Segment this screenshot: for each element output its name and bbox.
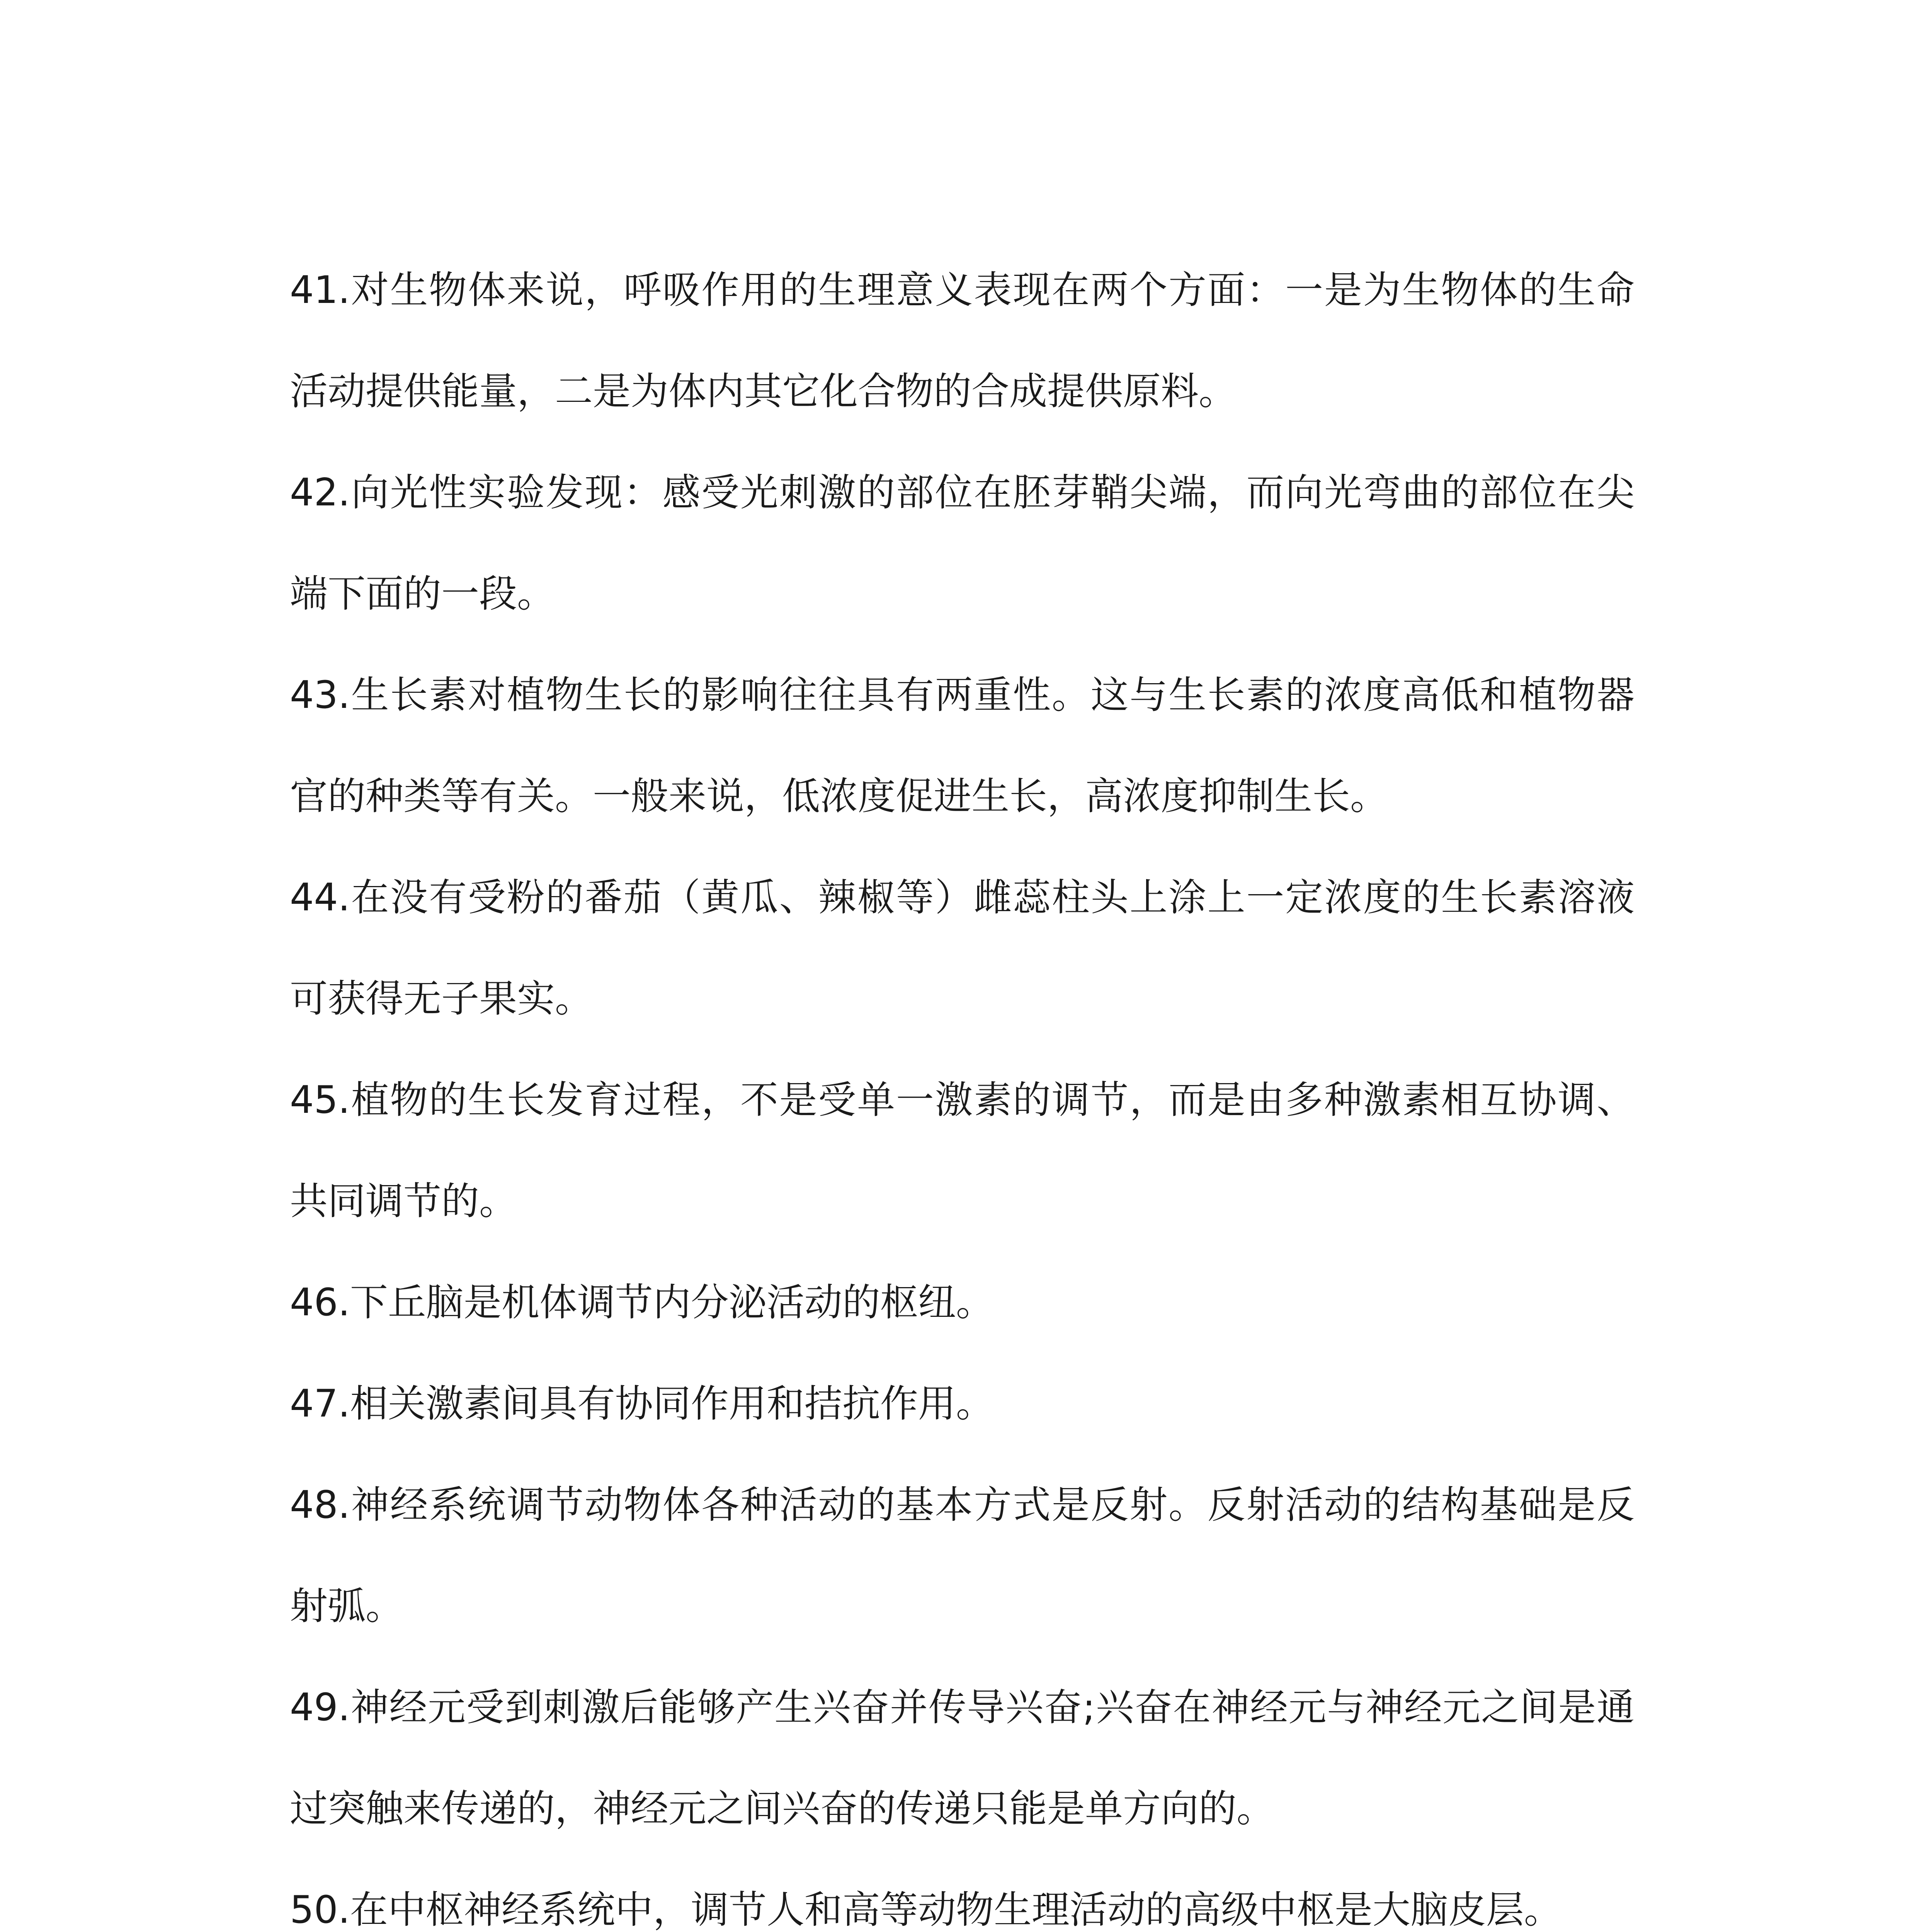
paragraph-49: 49.神经元受到刺激后能够产生兴奋并传导兴奋;兴奋在神经元与神经元之间是通过突触来传递的，神经元之间兴奋的传递只能是单方向的。: [290, 1685, 1635, 1831]
paragraph-50: 50.在中枢神经系统中，调节人和高等动物生理活动的高级中枢是大脑皮层。: [290, 1888, 1562, 1932]
paragraph-48: 48.神经系统调节动物体各种活动的基本方式是反射。反射活动的结构基础是反射弧。: [290, 1483, 1635, 1628]
paragraph-43: 43.生长素对植物生长的影响往往具有两重性。这与生长素的浓度高低和植物器官的种类等有关。一般来说，低浓度促进生长，高浓度抑制生长。: [290, 673, 1635, 818]
paragraph-42: 42.向光性实验发现：感受光刺激的部位在胚芽鞘尖端，而向光弯曲的部位在尖端下面的一段。: [290, 471, 1635, 616]
document-body: [290, 240, 1635, 1932]
paragraph-41: 41.对生物体来说，呼吸作用的生理意义表现在两个方面：一是为生物体的生命活动提供能量，二是为体内其它化合物的合成提供原料。: [290, 268, 1635, 413]
paragraph-46: 46.下丘脑是机体调节内分泌活动的枢纽。: [290, 1281, 994, 1325]
paragraph-45: 45.植物的生长发育过程，不是受单一激素的调节，而是由多种激素相互协调、共同调节的。: [290, 1078, 1635, 1223]
paragraph-44: 44.在没有受粉的番茄（黄瓜、辣椒等）雌蕊柱头上涂上一定浓度的生长素溶液可获得无子果实。: [290, 876, 1635, 1021]
paragraph-47: 47.相关激素间具有协同作用和拮抗作用。: [290, 1382, 994, 1426]
